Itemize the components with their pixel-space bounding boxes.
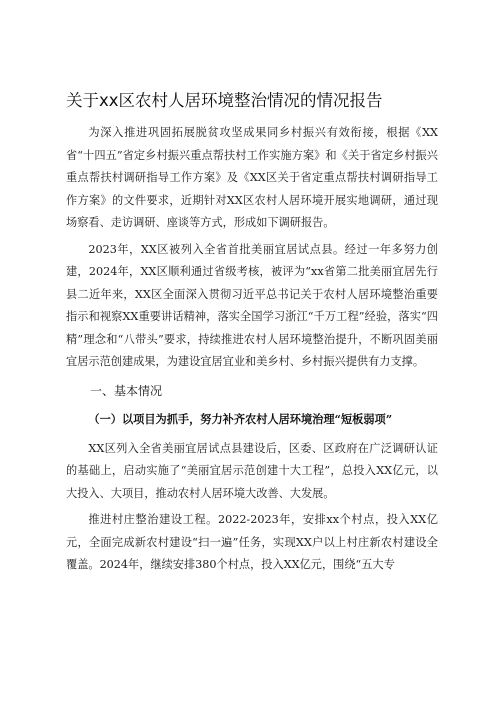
section-heading-basic-situation: 一、基本情况 [90, 383, 163, 398]
subsection-heading-projects: （一）以项目为抓手，努力补齐农村人居环境治理“短板弱项” [88, 411, 393, 426]
document-body [66, 122, 438, 581]
village-renovation-paragraph: 推进村庄整治建设工程。2022-2023年，安排xx个村点，投入XX亿元，全面完成新农村建设“扫一遍”任务，实现XX户以上村庄新农村建设全覆盖。2024年，继续安排380个村点，投入XX亿元，围绕“五大专 [66, 513, 438, 571]
document-title: 关于xx区农村人居环境整治情况的情况报告 [66, 91, 383, 110]
intro-paragraph: 为深入推进巩固拓展脱贫攻坚成果同乡村振兴有效衔接，根据《XX省“十四五”省定乡村振兴重点帮扶村工作实施方案》和《关于省定乡村振兴重点帮扶村调研指导工作方案》及《XX区关于省定重点帮扶村调研指导工作方案》的文件要求，近期针对XX区农村人居环境开展实地调研，通过现场察看、走访调研、座谈等方式，形成如下调研报告。 [66, 126, 438, 229]
pilot-county-paragraph: XX区列入全省美丽宜居试点县建设后，区委、区政府在广泛调研认证的基础上，启动实施了“美丽宜居示范创建十大工程”，总投入XX亿元，以大投入、大项目，推动农村人居环境大改善、大发展。 [66, 441, 438, 500]
background-paragraph: 2023年，XX区被列入全省首批美丽宜居试点县。经过一年多努力创建，2024年，XX区顺利通过省级考核，被评为“xx省第二批美丽宜居先行县二近年来，XX区全面深入贯彻习近平总书记关于农村人居环境整治重要指示和视察XX重要讲话精神，落实全国学习浙江“千万工程”经验，落实“四精”理念和“八带头”要求，持续推进农村人居环境整治提升，不断巩固美丽宜居示范创建成果，为建设宜居宜业和美乡村、乡村振兴提供有力支撑。 [66, 242, 438, 368]
